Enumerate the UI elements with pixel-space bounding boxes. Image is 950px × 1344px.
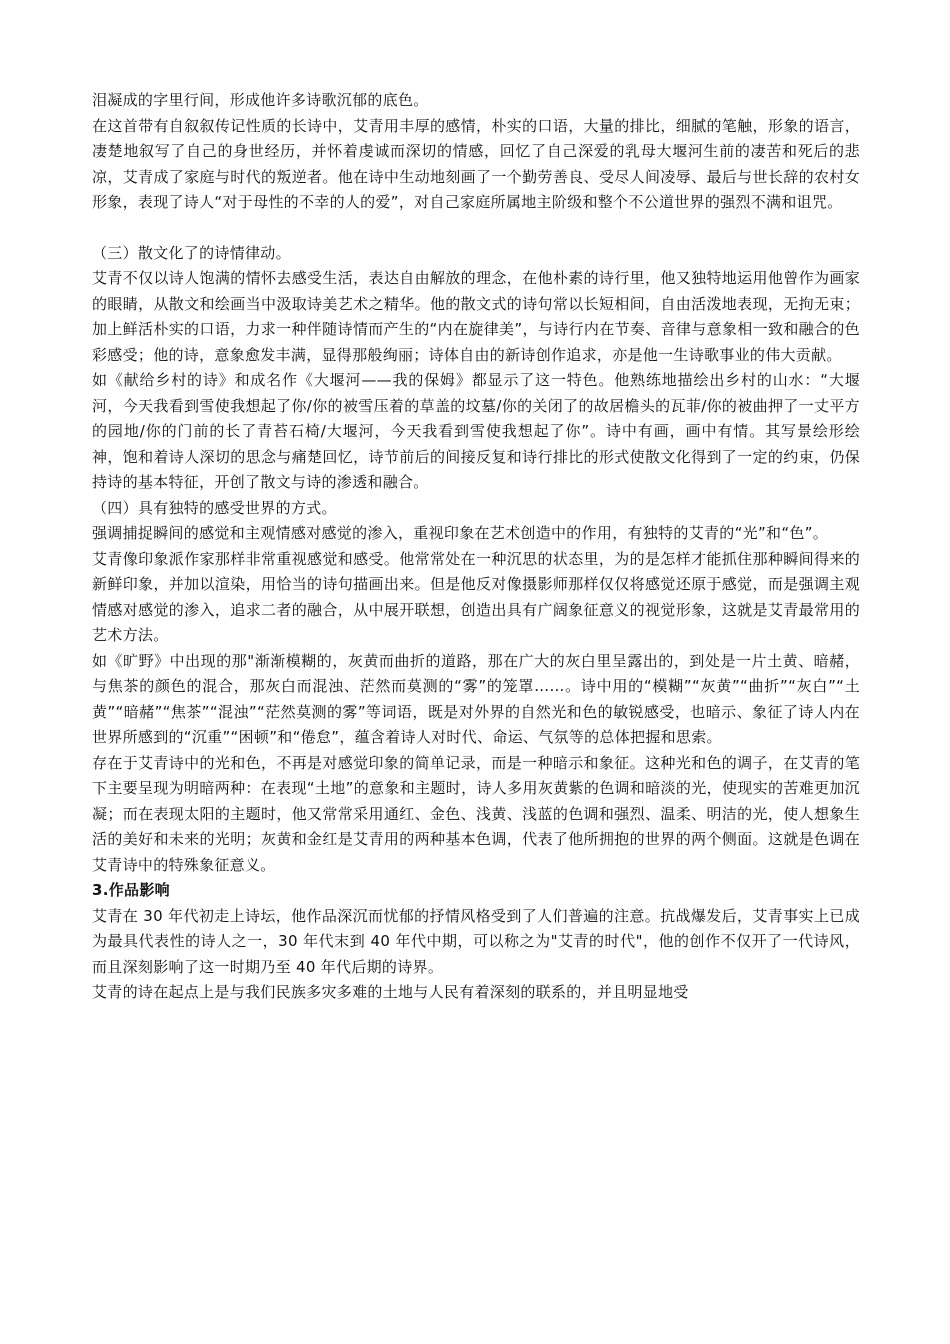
- paragraph-continuation: 泪凝成的字里行间，形成他许多诗歌沉郁的底色。: [92, 91, 429, 109]
- section-heading-influence: 3.作品影响: [92, 881, 170, 899]
- section-heading-3: （三）散文化了的诗情律动。: [92, 243, 291, 262]
- paragraph-gap: [92, 216, 860, 241]
- paragraph-dayanhe-summary: 在这首带有自叙叙传记性质的长诗中，艾青用丰厚的感情，朴实的口语，大量的排比，细腻的笔触，形象的语言，凄楚地叙写了自己的身世经历，并怀着虔诚而深切的情感，回忆了自己深爱的乳母大堰河生前的凄苦和死后的悲凉，艾青成了家庭与时代的叛逆者。他在诗中生动地刻画了一个勤劳善良、受尽人间凌辱、最后与世长辞的农村女形象，表现了诗人“对于母性的不幸的人的爱”，对自己家庭所属地主阶级和整个不公道世界的强烈不满和诅咒。: [92, 116, 860, 211]
- paragraph-poem-example: 如《献给乡村的诗》和成名作《大堰河——我的保姆》都显示了这一特色。他熟练地描绘出乡村的山水：“大堰河，今天我看到雪使我想起了你/你的被雪压着的草盖的坟墓/你的关闭了的故居檐头的瓦菲/你的被曲押了一丈平方的园地/你的门前的长了青苔石椅/大堰河，今天我看到雪使我想起了你”。诗中有画，画中有情。其写景绘形绘神，饱和着诗人深切的思念与痛楚回忆，诗节前后的间接反复和诗行排比的形式使散文化得到了一定的约束，仍保持诗的基本特征，开创了散文与诗的渗透和融合。: [92, 371, 860, 491]
- section-heading-4: （四）具有独特的感受世界的方式。: [92, 498, 337, 517]
- paragraph-wilderness-example: 如《旷野》中出现的那"渐渐模糊的，灰黄而曲折的道路，那在广大的灰白里呈露出的，到处是一片土黄、暗赭，与焦茶的颜色的混合，那灰白而混浊、茫然而莫测的“雾”的笼罩……。诗中用的“模糊”“灰黄”“曲折”“灰白”“土黄”“暗赭”“焦茶”“混浊”“茫然莫测的雾”等词语，既是对外界的自然光和色的敏锐感受，也暗示、象征了诗人内在世界所感到的“沉重”“困顿”和“倦怠”，蕴含着诗人对时代、命运、气氛等的总体把握和思索。: [92, 651, 860, 746]
- paragraph-influence: 艾青在 30 年代初走上诗坛，他作品深沉而忧郁的抒情风格受到了人们普遍的注意。抗战爆发后，艾青事实上已成为最具代表性的诗人之一，30 年代末到 40 年代中期，可以称之为"艾青的时代"，他的创作不仅开了一代诗风，而且深刻影响了这一时期乃至 40 年代后期的诗界。: [92, 906, 860, 976]
- document-page: [92, 88, 860, 1006]
- paragraph-land-people: 艾青的诗在起点上是与我们民族多灾多难的土地与人民有着深刻的联系的，并且明显地受: [92, 983, 689, 1001]
- paragraph-light-color-symbolism: 存在于艾青诗中的光和色，不再是对感觉印象的简单记录，而是一种暗示和象征。这种光和色的调子，在艾青的笔下主要呈现为明暗两种：在表现“土地”的意象和主题时，诗人多用灰黄紫的色调和暗淡的光，使现实的苦难更加沉凝；而在表现太阳的主题时，他又常常采用通红、金色、浅黄、浅蓝的色调和强烈、温柔、明洁的光，使人想象生活的美好和未来的光明；灰黄和金红是艾青用的两种基本色调，代表了他所拥抱的世界的两个侧面。这就是色调在艾青诗中的特殊象征意义。: [92, 753, 860, 874]
- paragraph-light-color-intro: 强调捕捉瞬间的感觉和主观情感对感觉的渗入，重视印象在艺术创造中的作用，有独特的艾青的“光”和“色”。: [92, 524, 829, 542]
- paragraph-impressionism: 艾青像印象派作家那样非常重视感觉和感受。他常常处在一种沉思的状态里，为的是怎样才能抓住那种瞬间得来的新鲜印象，并加以渲染，用恰当的诗句描画出来。但是他反对像摄影师那样仅仅将感觉还原于感觉，而是强调主观情感对感觉的渗入，追求二者的融合，从中展开联想，创造出具有广阔象征意义的视觉形象，这就是艾青最常用的艺术方法。: [92, 549, 860, 644]
- paragraph-prose-rhythm: 艾青不仅以诗人饱满的情怀去感受生活，表达自由解放的理念，在他朴素的诗行里，他又独特地运用他曾作为画家的眼睛，从散文和绘画当中汲取诗美艺术之精华。他的散文式的诗句常以长短相间，自由活泼地表现，无拘无束；加上鲜活朴实的口语，力求一种伴随诗情而产生的“内在旋律美”，与诗行内在节奏、音律与意象相一致和融合的色彩感受；他的诗，意象愈发丰满，显得那般绚丽；诗体自由的新诗创作追求，亦是他一生诗歌事业的伟大贡献。: [92, 269, 860, 364]
